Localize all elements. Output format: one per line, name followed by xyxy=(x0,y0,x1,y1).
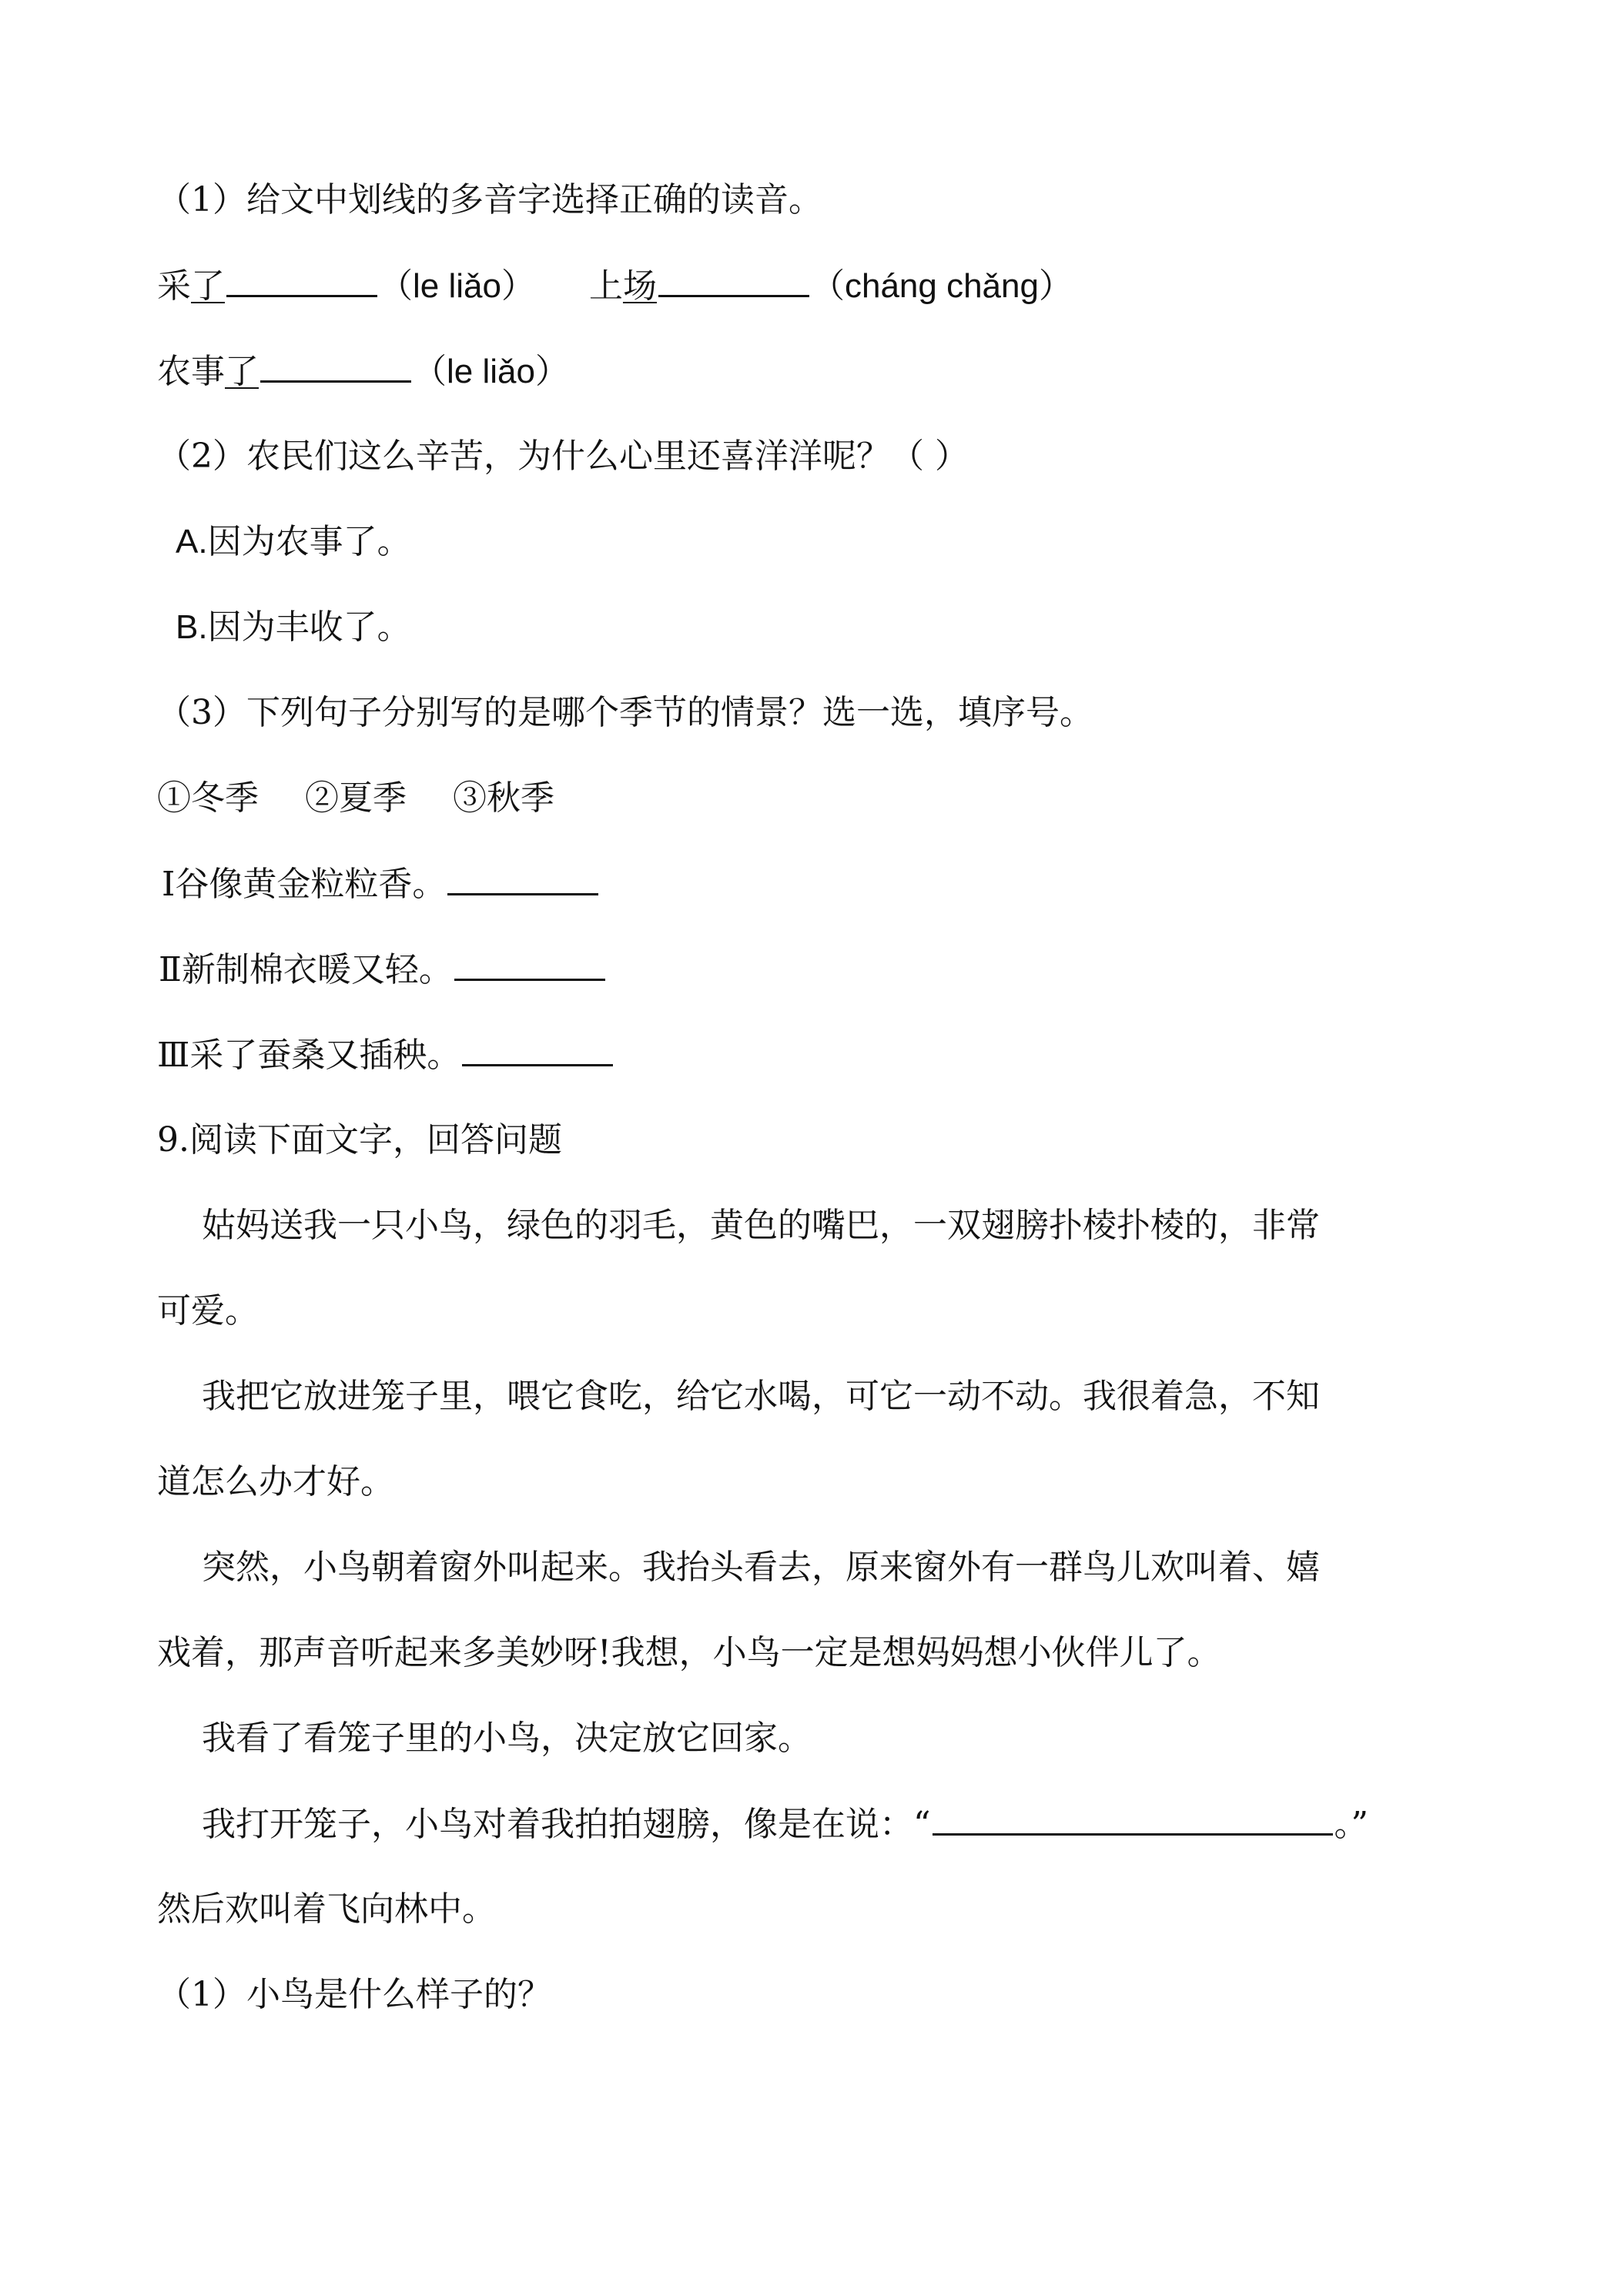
q9-para3-line1: 突然，小鸟朝着窗外叫起来。我抬头看去，原来窗外有一群鸟儿欢叫着、嬉 xyxy=(202,1548,1320,1587)
q9-para3-line2: 戏着，那声音听起来多美妙呀!我想，小鸟一定是想妈妈想小伙伴儿了。 xyxy=(157,1633,1221,1672)
q9-para4-line1: 我看了看笼子里的小鸟，决定放它回家。 xyxy=(202,1719,812,1758)
q8-sub2-prompt: （2）农民们这么辛苦，为什么心里还喜洋洋呢？（ ） xyxy=(157,437,969,476)
q8-sub2-option-a: A.因为农事了。 xyxy=(176,523,411,561)
answer-blank[interactable] xyxy=(933,1802,1333,1836)
q9-para5-line2: 然后欢叫着飞向林中。 xyxy=(157,1889,496,1929)
q8-sub3-sentence-3 xyxy=(157,1033,1624,1077)
q9-para2-line2: 道怎么办才好。 xyxy=(157,1462,394,1501)
item-prefix: 采 xyxy=(157,266,191,306)
sentence-text: Ⅰ谷像黄金粒粒香。 xyxy=(162,865,447,904)
para-text: 我打开笼子，小鸟对着我拍拍翅膀，像是在说：“ xyxy=(202,1805,931,1844)
q8-sub1-row2 xyxy=(157,350,1624,393)
season-option: ①冬季 xyxy=(157,778,259,818)
answer-blank[interactable] xyxy=(260,350,411,383)
q9-para1-line1: 姑妈送我一只小鸟，绿色的羽毛，黄色的嘴巴，一双翅膀扑棱扑棱的，非常 xyxy=(202,1206,1320,1245)
q9-para5-line1 xyxy=(202,1802,1624,1846)
q8-sub2-option-b: B.因为丰收了。 xyxy=(176,608,411,646)
sentence-text: Ⅱ新制棉衣暖又轻。 xyxy=(159,950,453,989)
q9-sub1-prompt: （1）小鸟是什么样子的？ xyxy=(157,1975,551,2014)
underlined-char: 了 xyxy=(191,266,225,306)
answer-blank[interactable] xyxy=(462,1033,613,1066)
pinyin-options: （le liǎo） xyxy=(413,353,569,390)
q9-para2-line1: 我把它放进笼子里，喂它食吃，给它水喝，可它一动不动。我很着急，不知 xyxy=(202,1377,1320,1416)
para-text: 。” xyxy=(1334,1805,1368,1844)
answer-blank[interactable] xyxy=(454,948,605,981)
sentence-text: Ⅲ采了蚕桑又插秧。 xyxy=(157,1036,461,1075)
answer-blank[interactable] xyxy=(447,862,598,895)
pinyin-options: （cháng chǎng） xyxy=(810,267,1073,305)
q8-sub1-row1 xyxy=(157,264,1624,308)
underlined-char: 了 xyxy=(225,352,259,391)
q8-sub1-prompt: （1）给文中划线的多音字选择正确的读音。 xyxy=(157,180,822,219)
pinyin-options: （le liǎo） xyxy=(379,267,535,305)
q9-title: 9.阅读下面文字，回答问题 xyxy=(157,1120,562,1160)
item-prefix: 上 xyxy=(588,266,623,306)
q9-para1-line2: 可爱。 xyxy=(157,1291,259,1330)
q8-sub3-sentence-2 xyxy=(159,948,1624,992)
answer-blank[interactable] xyxy=(658,264,809,297)
season-option: ③秋季 xyxy=(453,778,554,818)
item-prefix: 农事 xyxy=(157,352,225,391)
season-option: ②夏季 xyxy=(305,778,407,818)
q8-sub3-sentence-1 xyxy=(162,862,1624,906)
q8-sub3-prompt: （3）下列句子分别写的是哪个季节的情景？选一选，填序号。 xyxy=(157,693,1093,732)
underlined-char: 场 xyxy=(622,266,657,306)
answer-blank[interactable] xyxy=(226,264,377,297)
q8-sub3-seasons xyxy=(157,777,1624,820)
